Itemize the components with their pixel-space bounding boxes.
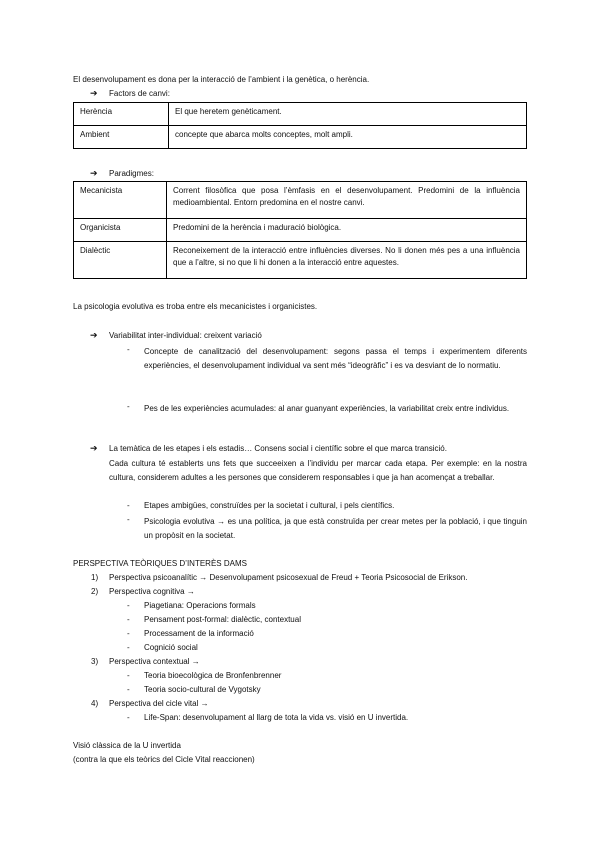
perspective-item: Life-Span: desenvolupament al llarg de tota la vida vs. visió en U invertida. bbox=[144, 713, 409, 722]
table-cell-desc: concepte que abarca molts conceptes, molt ampli. bbox=[169, 126, 527, 149]
table-cell-term: Ambient bbox=[74, 126, 169, 149]
perspective-item: Pensament post-formal: dialèctic, contextual bbox=[144, 615, 301, 624]
perspective-title: Perspectiva psicoanalític → Desenvolupament psicosexual de Freud + Teoria Psicosocial de Erikson. bbox=[109, 573, 468, 582]
perspective-title: Perspectiva cognitiva → bbox=[109, 587, 195, 596]
list-number: 4) bbox=[91, 699, 99, 708]
table-row bbox=[74, 219, 527, 242]
perspective-item: Cognició social bbox=[144, 643, 198, 652]
closing-title: Visió clàssica de la U invertida bbox=[73, 741, 181, 750]
paradigms-table bbox=[73, 181, 527, 279]
bullet-dash: - bbox=[127, 615, 130, 624]
stages-item: Etapes ambigües, construïdes per la societat i cultural, i pels científics. bbox=[144, 501, 395, 510]
factors-heading: Factors de canvi: bbox=[109, 89, 170, 98]
bullet-dash: - bbox=[127, 685, 130, 694]
arrow-icon: ➔ bbox=[90, 443, 98, 453]
stages-title: La temàtica de les etapes i els estadis… Consens social i científic sobre el que marca transició. bbox=[109, 444, 447, 453]
variability-item: Concepte de canalització del desenvolupament: segons passa el temps i experimentem diferents experiències, el desenvolupament individual va sent més “ideogràfic” i es va desviant de lo normatiu. bbox=[144, 347, 527, 370]
arrow-icon: ➔ bbox=[90, 88, 98, 98]
arrow-icon: ➔ bbox=[90, 168, 98, 178]
perspective-item: Teoria bioecològica de Bronfenbrenner bbox=[144, 671, 282, 680]
perspective-item: Processament de la informació bbox=[144, 629, 254, 638]
list-number: 1) bbox=[91, 573, 99, 582]
table-cell-desc: Corrent filosòfica que posa l’èmfasis en el desenvolupament. Predomini de la influència medioambiental. Entorn predomina en el nostre canvi. bbox=[167, 182, 527, 219]
psychology-text: La psicologia evolutiva es troba entre els mecanicistes i organicistes. bbox=[73, 302, 318, 311]
intro-text: El desenvolupament es dona per la interacció de l’ambient i la genètica, o herència. bbox=[73, 75, 370, 84]
variability-item: Pes de les experiències acumulades: al anar guanyant experiències, la variabilitat creix entre individus. bbox=[144, 404, 510, 413]
bullet-dash: - bbox=[127, 629, 130, 638]
bullet-dash: - bbox=[127, 402, 130, 411]
bullet-dash: - bbox=[127, 515, 130, 524]
stages-paragraph: Cada cultura té establerts uns fets que succeeixen a l’individu per marcar cada etapa. Per exemple: en la nostra cultura, considerem adultes a les persones que considerem responsables i que ja han acomençat a treballar. bbox=[109, 459, 527, 482]
table-row bbox=[74, 126, 527, 149]
stages-item: Psicologia evolutiva → es una política, ja que està construïda per crear metes per la població, i que tinguin un propòsit en la societat. bbox=[144, 517, 527, 540]
perspective-item: Piagetiana: Operacions formals bbox=[144, 601, 256, 610]
table-cell-term: Dialèctic bbox=[74, 242, 167, 279]
perspective-item: Teoria socio-cultural de Vygotsky bbox=[144, 685, 261, 694]
bullet-dash: - bbox=[127, 713, 130, 722]
table-row bbox=[74, 103, 527, 126]
table-cell-term: Mecanicista bbox=[74, 182, 167, 219]
perspective-title: Perspectiva del cicle vital → bbox=[109, 699, 209, 708]
perspective-title: Perspectiva contextual → bbox=[109, 657, 200, 666]
table-row bbox=[74, 242, 527, 279]
bullet-dash: - bbox=[127, 345, 130, 354]
arrow-icon: ➔ bbox=[90, 330, 98, 340]
bullet-dash: - bbox=[127, 601, 130, 610]
table-cell-desc: El que heretem genèticament. bbox=[169, 103, 527, 126]
table-cell-desc: Reconeixement de la interacció entre influències diverses. No li donen més pes a una influència que a l’altre, si no que li hi donen a la interacció entre aquestes. bbox=[167, 242, 527, 279]
variability-title: Variabilitat inter-individual: creixent variació bbox=[109, 331, 262, 340]
closing-note: (contra la que els teòrics del Cicle Vital reaccionen) bbox=[73, 755, 255, 764]
table-cell-term: Herència bbox=[74, 103, 169, 126]
bullet-dash: - bbox=[127, 671, 130, 680]
paradigms-heading: Paradigmes: bbox=[109, 169, 154, 178]
factors-table bbox=[73, 102, 527, 149]
list-number: 3) bbox=[91, 657, 99, 666]
perspectives-heading: PERSPECTIVA TEÒRIQUES D’INTERÈS DAMS bbox=[73, 559, 247, 568]
bullet-dash: - bbox=[127, 501, 130, 510]
table-cell-term: Organicista bbox=[74, 219, 167, 242]
table-cell-desc: Predomini de la herència i maduració biològica. bbox=[167, 219, 527, 242]
list-number: 2) bbox=[91, 587, 99, 596]
table-row bbox=[74, 182, 527, 219]
bullet-dash: - bbox=[127, 643, 130, 652]
